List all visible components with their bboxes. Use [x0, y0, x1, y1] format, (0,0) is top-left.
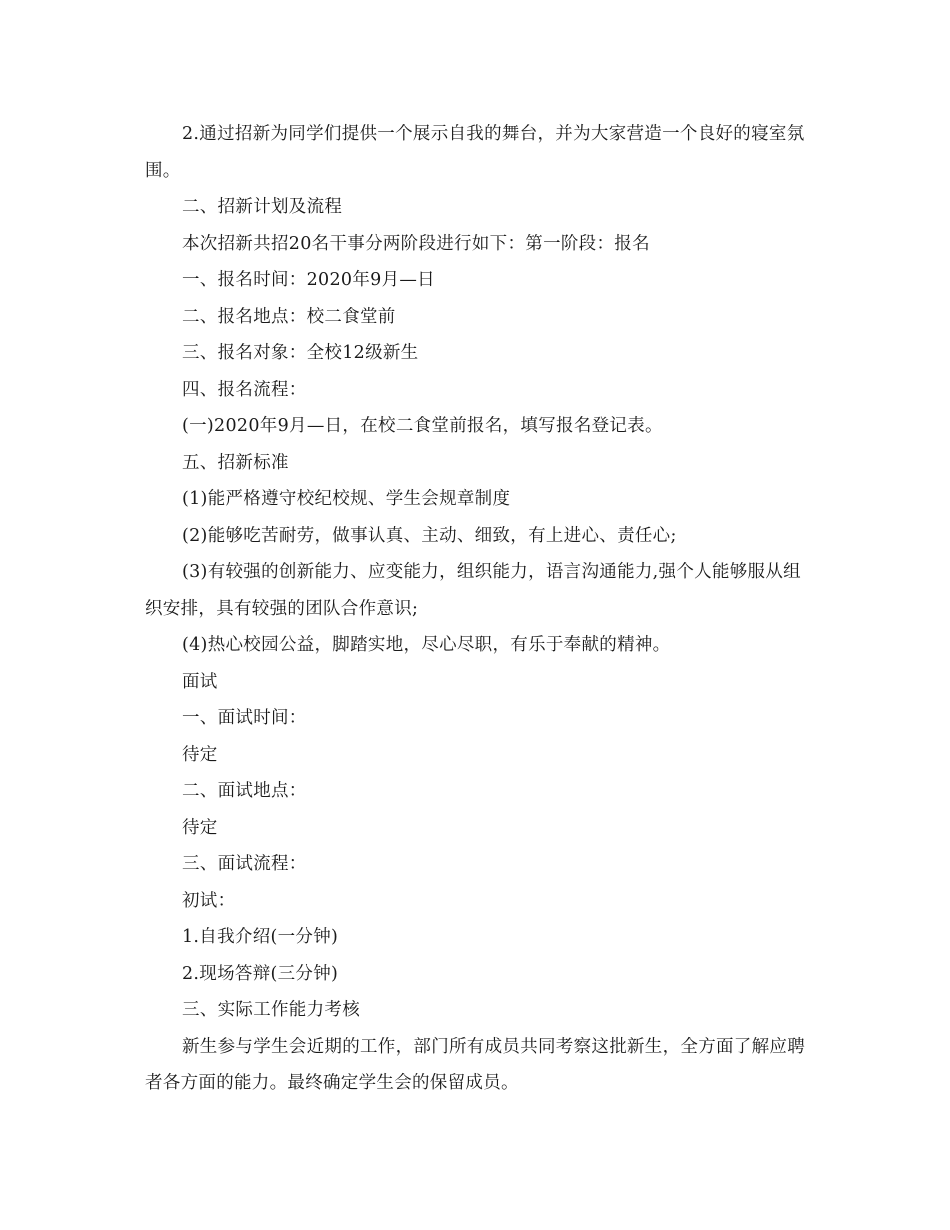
interview-process-label: 三、面试流程：	[182, 854, 307, 874]
signup-process-heading: 四、报名流程：	[182, 379, 307, 400]
heading-interview: 面试	[182, 671, 218, 692]
standard-4: (4)热心校园公益，脚踏实地，尽心尽职，有乐于奉献的精神。	[182, 635, 671, 655]
paragraph-work-assessment: 新生参与学生会近期的工作，部门所有成员共同考察这批新生，全方面了解应聘者各方面的能力。最终确定学生会的保留成员。	[145, 1036, 805, 1093]
paragraph-recruit-overview: 本次招新共招20名干事分两阶段进行如下：第一阶段：报名	[182, 233, 650, 254]
signup-target: 三、报名对象：全校12级新生	[182, 343, 419, 363]
heading-recruit-standards: 五、招新标准	[182, 452, 289, 473]
first-round-label: 初试：	[182, 890, 236, 911]
signup-time: 一、报名时间：2020年9月—日	[182, 270, 435, 290]
heading-plan-and-process: 二、招新计划及流程	[182, 197, 343, 217]
interview-location-value: 待定	[182, 817, 218, 838]
first-round-step-2: 2.现场答辩(三分钟)	[182, 963, 339, 984]
first-round-step-1: 1.自我介绍(一分钟)	[182, 927, 339, 947]
standard-1: (1)能严格遵守校纪校规、学生会规章制度	[182, 489, 511, 509]
signup-location: 二、报名地点：校二食堂前	[182, 306, 396, 327]
paragraph-purpose-2: 2.通过招新为同学们提供一个展示自我的舞台，并为大家营造一个良好的寝室氛围。	[145, 124, 805, 181]
heading-work-assessment: 三、实际工作能力考核	[182, 1000, 360, 1020]
interview-time-label: 一、面试时间：	[182, 708, 307, 728]
standard-3: (3)有较强的创新能力、应变能力，组织能力，语言沟通能力,强个人能够服从组织安排，具有较强的团队合作意识;	[145, 562, 801, 619]
document-body	[145, 116, 805, 1102]
interview-time-value: 待定	[182, 744, 218, 765]
interview-location-label: 二、面试地点：	[182, 781, 307, 801]
signup-process-step-1: (一)2020年9月—日，在校二食堂前报名，填写报名登记表。	[182, 416, 663, 436]
standard-2: (2)能够吃苦耐劳，做事认真、主动、细致，有上进心、责任心;	[182, 525, 677, 546]
